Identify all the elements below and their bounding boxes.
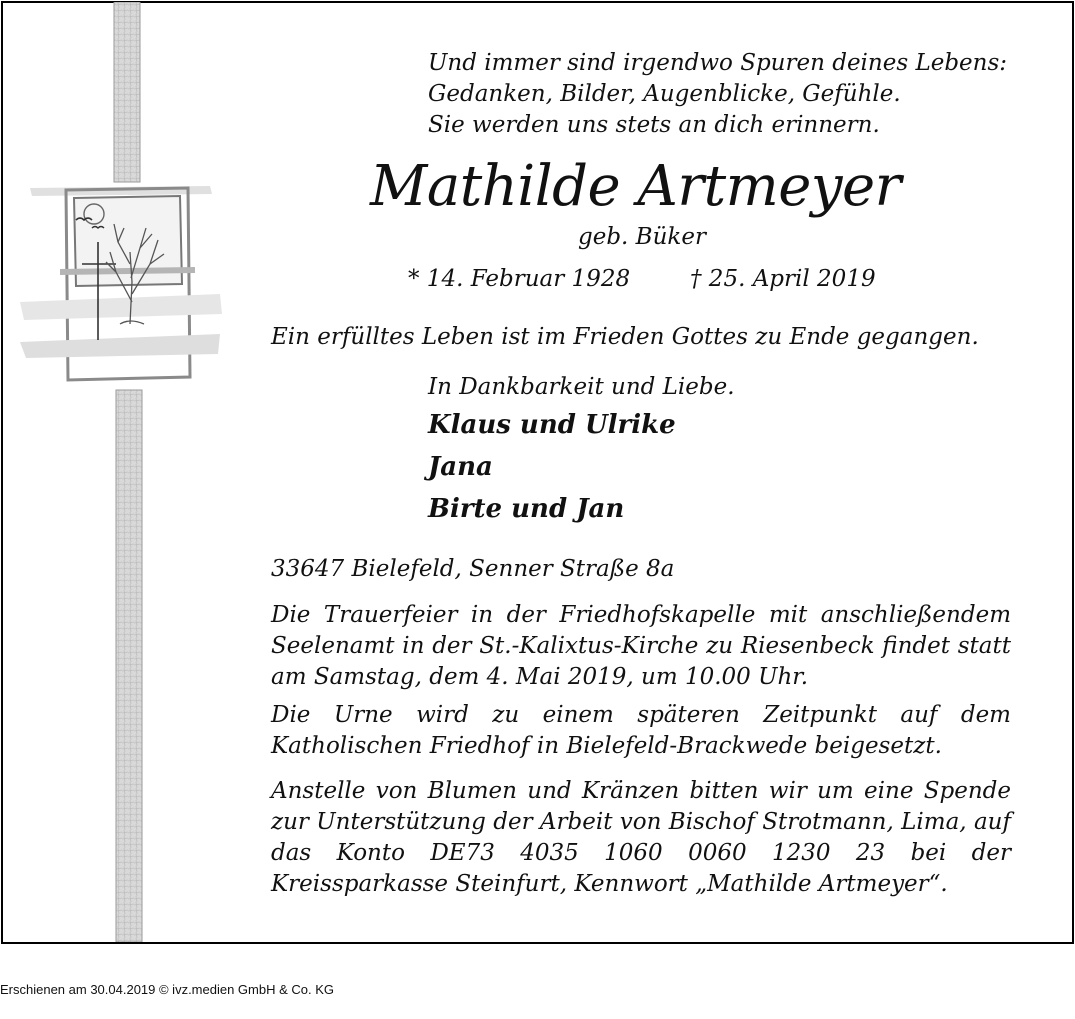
birth-date: * 14. Februar 1928 (408, 266, 631, 292)
vertical-stripe-top (114, 2, 140, 182)
mourner-name: Birte und Jan (428, 494, 625, 524)
maiden-name: geb. Büker (578, 224, 706, 250)
gratitude-line: In Dankbarkeit und Liebe. (428, 374, 735, 400)
poem-line: Gedanken, Bilder, Augenblicke, Gefühle. (428, 81, 901, 107)
poem-line: Und immer sind irgendwo Spuren deines Lebens: (428, 50, 1008, 76)
mourner-name: Jana (428, 452, 493, 482)
funeral-paragraph: Die Trauerfeier in der Friedhofskapelle mit anschließendem Seelenamt in der St.-Kalixtus-Kirche zu Riesenbeck findet statt am Samstag, dem 4. Mai 2019, um 10.00 Uhr. (271, 602, 1011, 690)
mourner-name: Klaus und Ulrike (428, 410, 676, 440)
statement: Ein erfülltes Leben ist im Frieden Gottes zu Ende gegangen. (271, 324, 979, 350)
urn-paragraph: Die Urne wird zu einem späteren Zeitpunkt auf dem Katholischen Friedhof in Bielefeld-Brackwede beigesetzt. (271, 702, 1011, 759)
poem (428, 48, 1007, 141)
memorial-artwork (20, 2, 230, 942)
deceased-name: Mathilde Artmeyer (370, 154, 901, 219)
poem-line: Sie werden uns stets an dich erinnern. (428, 112, 880, 138)
vertical-stripe-bottom (116, 390, 142, 942)
death-date: † 25. April 2019 (690, 266, 876, 292)
picture-frame-drawing (20, 186, 222, 380)
address: 33647 Bielefeld, Senner Straße 8a (271, 556, 675, 582)
publication-footer: Erschienen am 30.04.2019 © ivz.medien GmbH & Co. KG (0, 982, 335, 997)
donation-paragraph: Anstelle von Blumen und Kränzen bitten wir um eine Spende zur Unterstützung der Arbeit von Bischof Strotmann, Lima, auf das Konto DE73 4035 1060 0060 1230 23 bei der Kreissparkasse Steinfurt, Kennwort „Mathilde Artmeyer“. (271, 778, 1011, 897)
